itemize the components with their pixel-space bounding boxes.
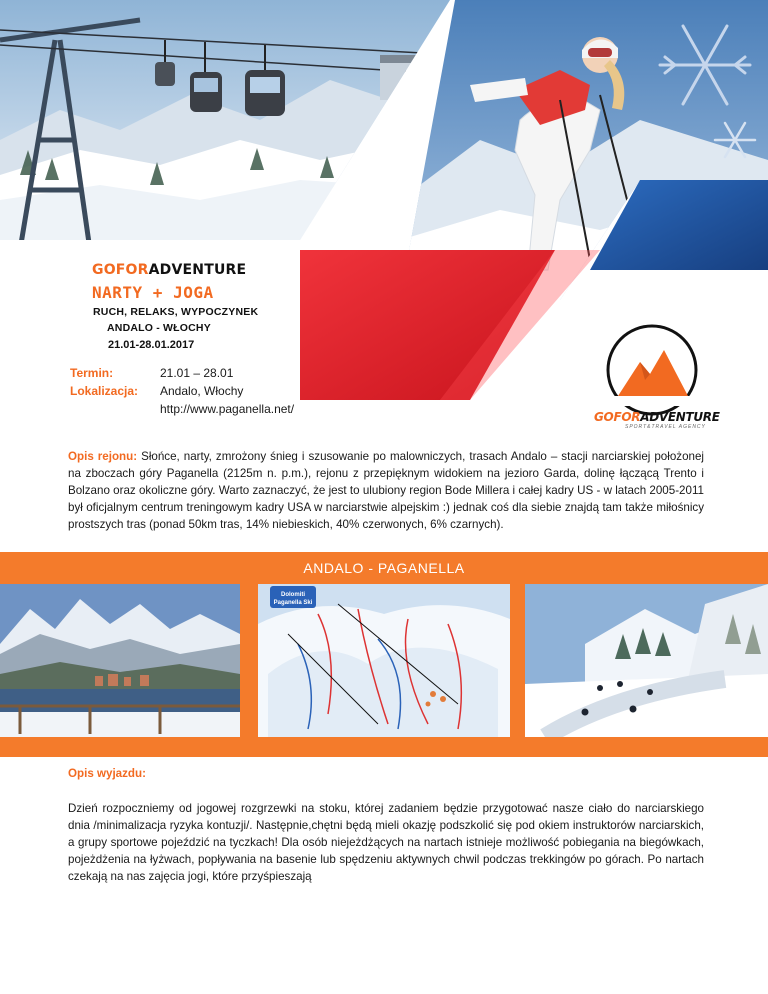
logo-suffix: ADVENTURE	[640, 410, 720, 424]
agency-tagline: SPORT&TRAVEL AGENCY	[625, 424, 706, 430]
region-label: Opis rejonu:	[68, 450, 138, 463]
brand-prefix: GOFOR	[92, 262, 149, 278]
cable-car-photo	[0, 0, 460, 250]
svg-text:Paganella Ski: Paganella Ski	[273, 600, 313, 606]
brand-title	[92, 262, 246, 278]
event-title: NARTY + JOGA	[92, 283, 214, 302]
trip-label: Opis wyjazdu:	[68, 767, 146, 780]
term-value: 21.01 – 28.01	[160, 366, 234, 380]
logo-prefix: GOFOR	[594, 410, 641, 424]
event-dates: 21.01-28.01.2017	[108, 339, 195, 351]
website-link[interactable]: http://www.paganella.net/	[160, 402, 295, 416]
brand-suffix: ADVENTURE	[148, 262, 247, 278]
term-label: Termin:	[70, 366, 114, 380]
gallery-title: ANDALO - PAGANELLA	[303, 560, 465, 576]
region-text: Słońce, narty, zmrożony śnieg i szusowanie po malowniczych, trasach Andalo – stacji narciarskiej położonej na zboczach góry Paganella (2125m n. p.m.), rejonu z przepięknym widokiem na jezioro Garda, dolinę łączącą Trento i Bolzano oraz okoliczne góry. Warto zaznaczyć, że jest to ulubiony region Bode Millera i całej kadry US - w latach 2005-2011 był oficjalnym centrum treningowym kadry USA w narciarstwie alpejskim :) jednak coś dla siebie znajdą tam także miłośnicy prostszych tras (ponad 50km tras, 14% niebieskich, 40% czerwonych, 6% czarnych).	[68, 450, 704, 531]
lake-village-photo	[0, 584, 240, 737]
trip-description: Dzień rozpoczniemy od jogowej rozgrzewki na stoku, której zadaniem będzie przygotować nasze ciało do narciarskiego dnia /minimalizacja ryzyka kontuzji/. Następnie,chętni będą mieli okazję podszkolić się pod okiem instruktorów narciarskich, a grupy sportowe pojeździć na tyczkach! Dla osób niejeżdżących na nartach istnieje możliwość pobiegania na biegówkach, pojeżdżenia na łyżwach, popływania na basenie lub spędzeniu aktywnych chwil podczas trekkingów po górach. Po nartach czekają na nas zajęcia jogi, które przyśpieszają	[68, 802, 704, 883]
region-description	[68, 448, 704, 533]
location-label: Lokalizacja:	[70, 384, 139, 398]
event-subtitle-2: ANDALO - WŁOCHY	[107, 322, 211, 334]
snowy-slope-photo	[525, 584, 768, 737]
svg-text:Dolomiti: Dolomiti	[281, 592, 305, 598]
ski-map-photo	[258, 584, 510, 737]
event-subtitle-1: RUCH, RELAKS, WYPOCZYNEK	[93, 306, 259, 318]
location-value: Andalo, Włochy	[160, 384, 244, 398]
agency-logo-text	[594, 410, 720, 424]
